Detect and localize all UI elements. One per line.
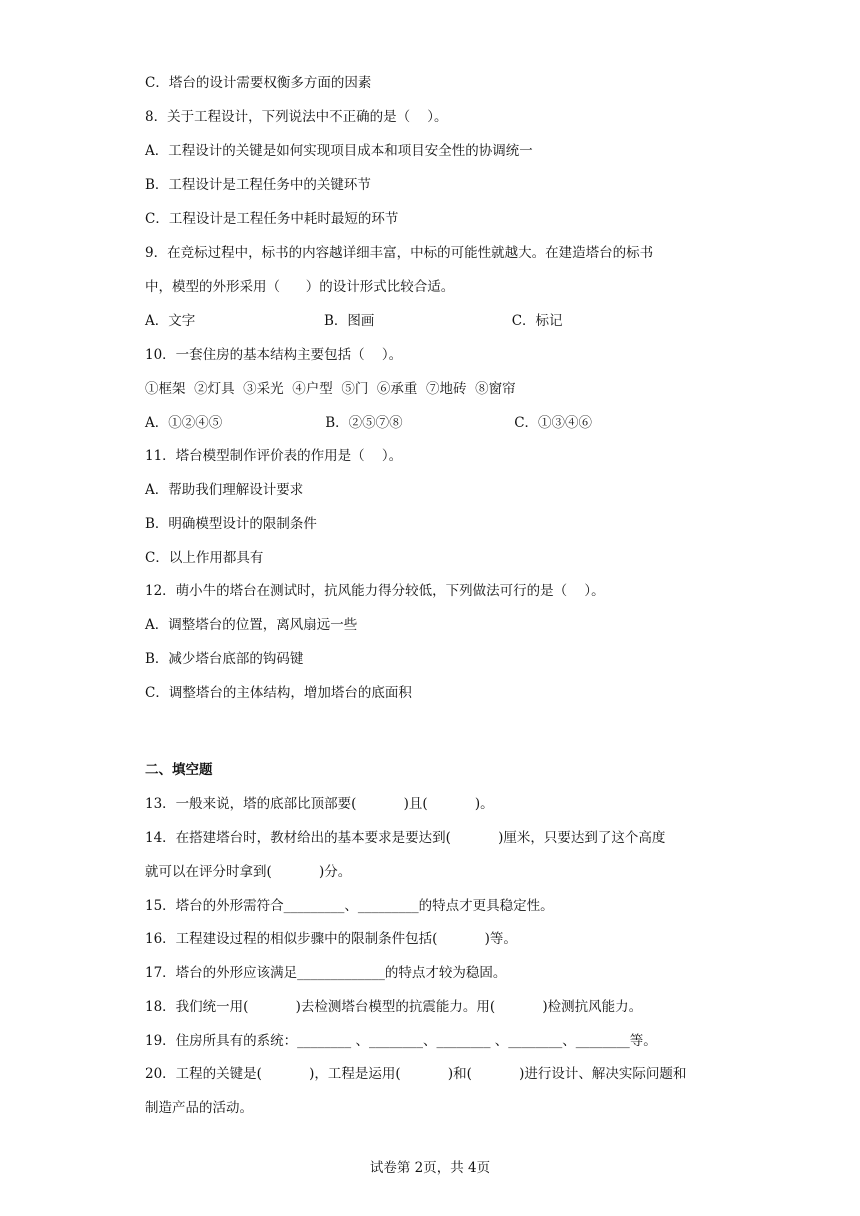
q8-option-c: C．工程设计是工程任务中耗时最短的环节 [145, 211, 399, 227]
q12-option-c: C．调整塔台的主体结构，增加塔台的底面积 [145, 685, 412, 701]
q7-option-c: C．塔台的设计需要权衡多方面的因素 [145, 75, 372, 91]
q15: 15．塔台的外形需符合_________、_________的特点才更具稳定性。 [145, 898, 554, 914]
q9-stem-line2: 中，模型的外形采用（ ）的设计形式比较合适。 [145, 279, 455, 295]
q11-stem: 11．塔台模型制作评价表的作用是（ ）。 [145, 448, 403, 464]
q11-option-a: A．帮助我们理解设计要求 [145, 482, 304, 498]
q12-stem: 12．萌小牛的塔台在测试时，抗风能力得分较低，下列做法可行的是（ ）。 [145, 583, 605, 599]
q10-items: ①框架 ②灯具 ③采光 ④户型 ⑤门 ⑥承重 ⑦地砖 ⑧窗帘 [145, 381, 516, 397]
q8-option-b: B．工程设计是工程任务中的关键环节 [145, 177, 371, 193]
q14-line1: 14．在搭建塔台时，教材给出的基本要求是要达到( )厘米，只要达到了这个高度 [145, 830, 666, 846]
section-heading-fill-blank: 二、填空题 [145, 762, 213, 778]
q12-option-b: B．减少塔台底部的钩码键 [145, 651, 304, 667]
q19: 19．住房所具有的系统：________ 、________、________ 、________、________等。 [145, 1033, 657, 1049]
q18: 18．我们统一用( )去检测塔台模型的抗震能力。用( )检测抗风能力。 [145, 999, 643, 1015]
q8-stem: 8．关于工程设计，下列说法中不正确的是（ ）。 [145, 109, 448, 125]
q9-stem-line1: 9．在竞标过程中，标书的内容越详细丰富，中标的可能性就越大。在建造塔台的标书 [145, 245, 654, 261]
q10-stem: 10．一套住房的基本结构主要包括（ ）。 [145, 347, 403, 363]
q16: 16．工程建设过程的相似步骤中的限制条件包括( )等。 [145, 931, 517, 947]
q13: 13．一般来说，塔的底部比顶部要( )且( )。 [145, 796, 494, 812]
q11-option-c: C．以上作用都具有 [145, 550, 264, 566]
q8-option-a: A．工程设计的关键是如何实现项目成本和项目安全性的协调统一 [145, 143, 533, 159]
q14-line2: 就可以在评分时拿到( )分。 [145, 864, 352, 880]
page-footer: 试卷第 2页，共 4页 [369, 1160, 491, 1176]
q17: 17．塔台的外形应该满足_____________的特点才较为稳固。 [145, 965, 507, 981]
q11-option-b: B．明确模型设计的限制条件 [145, 516, 317, 532]
q20-line2: 制造产品的活动。 [145, 1100, 253, 1116]
q20-line1: 20．工程的关键是( )，工程是运用( )和( )进行设计、解决实际问题和 [145, 1066, 687, 1082]
q12-option-a: A．调整塔台的位置，离风扇远一些 [145, 617, 358, 633]
q9-options: A．文字 B．图画 C．标记 [145, 313, 563, 329]
q10-options: A．①②④⑤ B．②⑤⑦⑧ C．①③④⑥ [145, 415, 593, 431]
